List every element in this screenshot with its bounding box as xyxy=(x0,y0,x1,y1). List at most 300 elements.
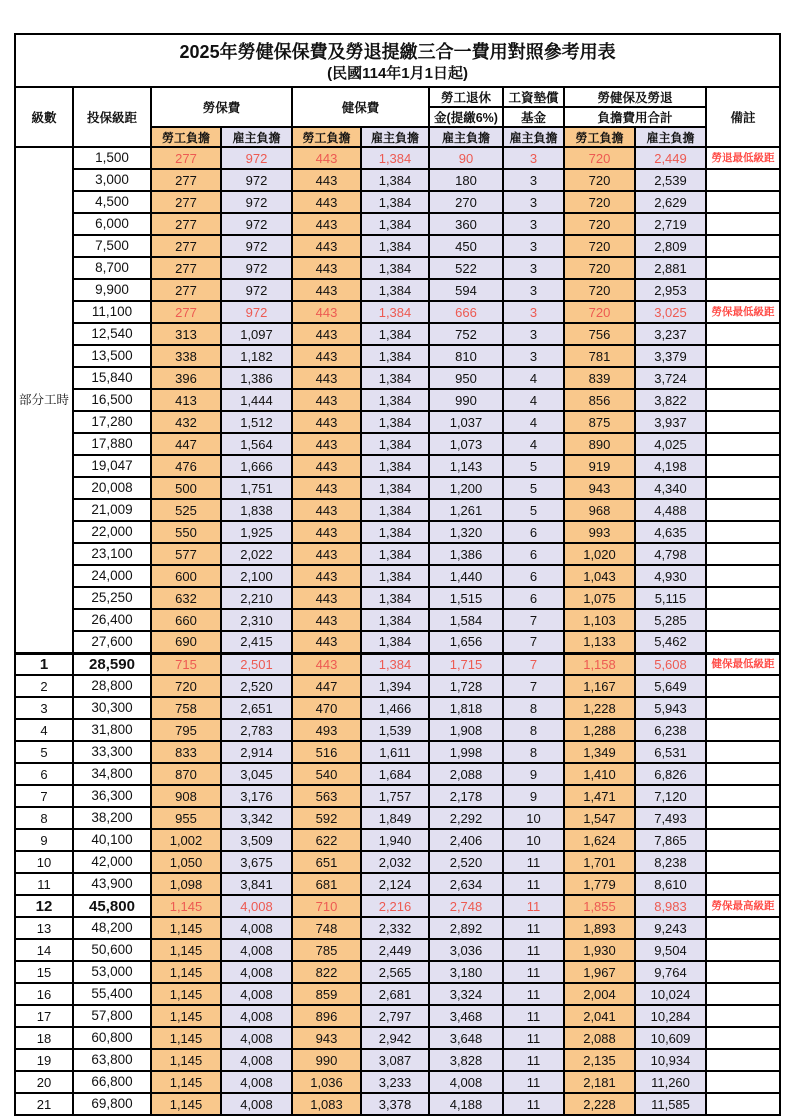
value-cell: 972 xyxy=(221,235,292,257)
value-cell: 1,849 xyxy=(361,807,429,829)
value-cell: 1,384 xyxy=(361,257,429,279)
level-cell: 21 xyxy=(15,1093,73,1115)
level-cell: 6 xyxy=(15,763,73,785)
value-cell: 681 xyxy=(292,873,361,895)
value-cell: 3,937 xyxy=(635,411,706,433)
col-header-labor-insurance: 勞保費 xyxy=(151,87,292,127)
value-cell: 443 xyxy=(292,631,361,653)
remark-cell xyxy=(706,1071,780,1093)
value-cell: 4,008 xyxy=(221,983,292,1005)
subheader-labor-employer: 雇主負擔 xyxy=(221,127,292,147)
value-cell: 443 xyxy=(292,169,361,191)
value-cell: 3 xyxy=(503,301,564,323)
value-cell: 1,384 xyxy=(361,191,429,213)
title-row xyxy=(15,34,780,87)
table-row xyxy=(15,1093,780,1115)
bracket-cell: 22,000 xyxy=(73,521,151,543)
col-header-wage-fund-line1: 工資墊償 xyxy=(503,87,564,107)
value-cell: 651 xyxy=(292,851,361,873)
value-cell: 4,008 xyxy=(221,961,292,983)
table-row xyxy=(15,147,780,169)
value-cell: 1,182 xyxy=(221,345,292,367)
bracket-cell: 53,000 xyxy=(73,961,151,983)
value-cell: 90 xyxy=(429,147,503,169)
value-cell: 8 xyxy=(503,741,564,763)
value-cell: 4,008 xyxy=(221,1005,292,1027)
value-cell: 3,509 xyxy=(221,829,292,851)
table-row xyxy=(15,741,780,763)
value-cell: 3 xyxy=(503,323,564,345)
value-cell: 4,008 xyxy=(221,939,292,961)
value-cell: 1,818 xyxy=(429,697,503,719)
value-cell: 6 xyxy=(503,543,564,565)
col-header-pension-line1: 勞工退休 xyxy=(429,87,503,107)
value-cell: 2,228 xyxy=(564,1093,635,1115)
value-cell: 443 xyxy=(292,543,361,565)
bracket-cell: 45,800 xyxy=(73,895,151,917)
insurance-rate-table xyxy=(14,33,781,1116)
value-cell: 4,198 xyxy=(635,455,706,477)
value-cell: 3,822 xyxy=(635,389,706,411)
level-cell: 11 xyxy=(15,873,73,895)
value-cell: 594 xyxy=(429,279,503,301)
table-row xyxy=(15,631,780,653)
value-cell: 4,008 xyxy=(221,895,292,917)
value-cell: 4,930 xyxy=(635,565,706,587)
bracket-cell: 60,800 xyxy=(73,1027,151,1049)
value-cell: 277 xyxy=(151,169,221,191)
remark-cell: 健保最低級距 xyxy=(706,653,780,675)
value-cell: 1,466 xyxy=(361,697,429,719)
value-cell: 972 xyxy=(221,257,292,279)
value-cell: 11 xyxy=(503,895,564,917)
bracket-cell: 48,200 xyxy=(73,917,151,939)
value-cell: 3 xyxy=(503,279,564,301)
value-cell: 4,008 xyxy=(429,1071,503,1093)
bracket-cell: 43,900 xyxy=(73,873,151,895)
value-cell: 2,539 xyxy=(635,169,706,191)
value-cell: 972 xyxy=(221,191,292,213)
value-cell: 443 xyxy=(292,455,361,477)
value-cell: 6,238 xyxy=(635,719,706,741)
value-cell: 758 xyxy=(151,697,221,719)
value-cell: 5,943 xyxy=(635,697,706,719)
value-cell: 3,176 xyxy=(221,785,292,807)
value-cell: 1,940 xyxy=(361,829,429,851)
value-cell: 1,145 xyxy=(151,1005,221,1027)
value-cell: 1,288 xyxy=(564,719,635,741)
title-block xyxy=(15,34,780,87)
value-cell: 338 xyxy=(151,345,221,367)
bracket-cell: 55,400 xyxy=(73,983,151,1005)
level-cell: 5 xyxy=(15,741,73,763)
value-cell: 3 xyxy=(503,345,564,367)
value-cell: 9 xyxy=(503,785,564,807)
value-cell: 1,036 xyxy=(292,1071,361,1093)
value-cell: 1,471 xyxy=(564,785,635,807)
value-cell: 2,719 xyxy=(635,213,706,235)
value-cell: 4,008 xyxy=(221,1071,292,1093)
value-cell: 11 xyxy=(503,1027,564,1049)
value-cell: 4,798 xyxy=(635,543,706,565)
value-cell: 1,386 xyxy=(221,367,292,389)
value-cell: 1,967 xyxy=(564,961,635,983)
value-cell: 447 xyxy=(292,675,361,697)
remark-cell xyxy=(706,961,780,983)
value-cell: 443 xyxy=(292,609,361,631)
value-cell: 3,036 xyxy=(429,939,503,961)
bracket-cell: 28,590 xyxy=(73,653,151,675)
value-cell: 972 xyxy=(221,213,292,235)
remark-cell xyxy=(706,763,780,785)
value-cell: 277 xyxy=(151,257,221,279)
value-cell: 10,609 xyxy=(635,1027,706,1049)
value-cell: 9 xyxy=(503,763,564,785)
value-cell: 1,893 xyxy=(564,917,635,939)
value-cell: 1,444 xyxy=(221,389,292,411)
value-cell: 752 xyxy=(429,323,503,345)
value-cell: 972 xyxy=(221,169,292,191)
table-row xyxy=(15,939,780,961)
bracket-cell: 28,800 xyxy=(73,675,151,697)
bracket-cell: 57,800 xyxy=(73,1005,151,1027)
remark-cell xyxy=(706,455,780,477)
value-cell: 1,145 xyxy=(151,961,221,983)
value-cell: 10 xyxy=(503,829,564,851)
remark-cell xyxy=(706,213,780,235)
remark-cell xyxy=(706,697,780,719)
bracket-cell: 1,500 xyxy=(73,147,151,169)
value-cell: 710 xyxy=(292,895,361,917)
value-cell: 950 xyxy=(429,367,503,389)
remark-cell xyxy=(706,873,780,895)
value-cell: 1,715 xyxy=(429,653,503,675)
value-cell: 1,145 xyxy=(151,939,221,961)
table-row xyxy=(15,829,780,851)
value-cell: 4,188 xyxy=(429,1093,503,1115)
value-cell: 5 xyxy=(503,455,564,477)
bracket-cell: 4,500 xyxy=(73,191,151,213)
value-cell: 1,410 xyxy=(564,763,635,785)
value-cell: 1,145 xyxy=(151,1027,221,1049)
value-cell: 1,073 xyxy=(429,433,503,455)
value-cell: 1,384 xyxy=(361,499,429,521)
remark-cell xyxy=(706,587,780,609)
bracket-cell: 69,800 xyxy=(73,1093,151,1115)
value-cell: 3,045 xyxy=(221,763,292,785)
remark-cell xyxy=(706,389,780,411)
value-cell: 1,855 xyxy=(564,895,635,917)
value-cell: 2,892 xyxy=(429,917,503,939)
value-cell: 1,158 xyxy=(564,653,635,675)
value-cell: 3,237 xyxy=(635,323,706,345)
value-cell: 1,515 xyxy=(429,587,503,609)
value-cell: 1,384 xyxy=(361,631,429,653)
value-cell: 720 xyxy=(564,147,635,169)
bracket-cell: 27,600 xyxy=(73,631,151,653)
remark-cell xyxy=(706,917,780,939)
value-cell: 3,025 xyxy=(635,301,706,323)
table-row xyxy=(15,389,780,411)
level-cell: 7 xyxy=(15,785,73,807)
col-header-health-insurance: 健保費 xyxy=(292,87,429,127)
value-cell: 2,216 xyxy=(361,895,429,917)
value-cell: 432 xyxy=(151,411,221,433)
value-cell: 1,386 xyxy=(429,543,503,565)
value-cell: 968 xyxy=(564,499,635,521)
value-cell: 592 xyxy=(292,807,361,829)
value-cell: 2,520 xyxy=(221,675,292,697)
value-cell: 3,342 xyxy=(221,807,292,829)
level-cell: 10 xyxy=(15,851,73,873)
value-cell: 7 xyxy=(503,653,564,675)
value-cell: 1,751 xyxy=(221,477,292,499)
value-cell: 4,008 xyxy=(221,917,292,939)
value-cell: 2,748 xyxy=(429,895,503,917)
table-row xyxy=(15,763,780,785)
value-cell: 1,394 xyxy=(361,675,429,697)
value-cell: 6 xyxy=(503,521,564,543)
value-cell: 1,547 xyxy=(564,807,635,829)
value-cell: 516 xyxy=(292,741,361,763)
table-row xyxy=(15,983,780,1005)
remark-cell xyxy=(706,565,780,587)
value-cell: 1,145 xyxy=(151,983,221,1005)
value-cell: 756 xyxy=(564,323,635,345)
value-cell: 11 xyxy=(503,961,564,983)
value-cell: 1,908 xyxy=(429,719,503,741)
value-cell: 11,585 xyxy=(635,1093,706,1115)
page-title: 2025年勞健保保費及勞退提繳三合一費用對照參考用表 xyxy=(179,41,616,62)
table-row xyxy=(15,653,780,675)
value-cell: 622 xyxy=(292,829,361,851)
value-cell: 3,648 xyxy=(429,1027,503,1049)
level-cell: 18 xyxy=(15,1027,73,1049)
value-cell: 1,103 xyxy=(564,609,635,631)
table-row xyxy=(15,543,780,565)
value-cell: 277 xyxy=(151,235,221,257)
value-cell: 1,564 xyxy=(221,433,292,455)
level-cell: 15 xyxy=(15,961,73,983)
value-cell: 443 xyxy=(292,235,361,257)
value-cell: 2,809 xyxy=(635,235,706,257)
level-cell: 9 xyxy=(15,829,73,851)
value-cell: 7 xyxy=(503,675,564,697)
value-cell: 5,649 xyxy=(635,675,706,697)
value-cell: 810 xyxy=(429,345,503,367)
value-cell: 443 xyxy=(292,521,361,543)
value-cell: 2,565 xyxy=(361,961,429,983)
table-row xyxy=(15,279,780,301)
col-header-pension-line2: 金(提繳6%) xyxy=(429,107,503,127)
table-row xyxy=(15,1027,780,1049)
remark-cell xyxy=(706,829,780,851)
value-cell: 2,783 xyxy=(221,719,292,741)
value-cell: 1,384 xyxy=(361,323,429,345)
value-cell: 11 xyxy=(503,1049,564,1071)
value-cell: 833 xyxy=(151,741,221,763)
value-cell: 3,324 xyxy=(429,983,503,1005)
table-row xyxy=(15,213,780,235)
level-cell: 1 xyxy=(15,653,73,675)
remark-cell xyxy=(706,807,780,829)
value-cell: 1,020 xyxy=(564,543,635,565)
value-cell: 3,468 xyxy=(429,1005,503,1027)
value-cell: 1,145 xyxy=(151,1093,221,1115)
value-cell: 1,145 xyxy=(151,1071,221,1093)
value-cell: 443 xyxy=(292,367,361,389)
value-cell: 720 xyxy=(564,213,635,235)
col-header-level: 級數 xyxy=(15,87,73,147)
bracket-cell: 3,000 xyxy=(73,169,151,191)
bracket-cell: 9,900 xyxy=(73,279,151,301)
bracket-cell: 16,500 xyxy=(73,389,151,411)
value-cell: 3,180 xyxy=(429,961,503,983)
value-cell: 6 xyxy=(503,587,564,609)
value-cell: 277 xyxy=(151,191,221,213)
value-cell: 3 xyxy=(503,213,564,235)
value-cell: 470 xyxy=(292,697,361,719)
value-cell: 443 xyxy=(292,389,361,411)
value-cell: 1,200 xyxy=(429,477,503,499)
value-cell: 1,043 xyxy=(564,565,635,587)
value-cell: 919 xyxy=(564,455,635,477)
table-row xyxy=(15,169,780,191)
value-cell: 859 xyxy=(292,983,361,1005)
value-cell: 2,629 xyxy=(635,191,706,213)
value-cell: 1,384 xyxy=(361,213,429,235)
value-cell: 1,145 xyxy=(151,895,221,917)
value-cell: 396 xyxy=(151,367,221,389)
value-cell: 3,379 xyxy=(635,345,706,367)
bracket-cell: 40,100 xyxy=(73,829,151,851)
value-cell: 443 xyxy=(292,433,361,455)
table-row xyxy=(15,675,780,697)
value-cell: 2,651 xyxy=(221,697,292,719)
level-cell: 12 xyxy=(15,895,73,917)
value-cell: 10 xyxy=(503,807,564,829)
value-cell: 660 xyxy=(151,609,221,631)
table-row xyxy=(15,323,780,345)
value-cell: 443 xyxy=(292,653,361,675)
level-cell: 20 xyxy=(15,1071,73,1093)
remark-cell: 勞保最高級距 xyxy=(706,895,780,917)
remark-cell xyxy=(706,543,780,565)
value-cell: 5,285 xyxy=(635,609,706,631)
value-cell: 11 xyxy=(503,1071,564,1093)
remark-cell xyxy=(706,675,780,697)
table-row xyxy=(15,301,780,323)
insurance-table-body xyxy=(15,147,780,1115)
value-cell: 577 xyxy=(151,543,221,565)
value-cell: 2,022 xyxy=(221,543,292,565)
value-cell: 1,779 xyxy=(564,873,635,895)
subheader-health-employee: 勞工負擔 xyxy=(292,127,361,147)
remark-cell xyxy=(706,169,780,191)
value-cell: 1,384 xyxy=(361,587,429,609)
value-cell: 9,243 xyxy=(635,917,706,939)
remark-cell xyxy=(706,235,780,257)
value-cell: 443 xyxy=(292,411,361,433)
value-cell: 2,088 xyxy=(429,763,503,785)
remark-cell xyxy=(706,191,780,213)
value-cell: 1,050 xyxy=(151,851,221,873)
value-cell: 1,757 xyxy=(361,785,429,807)
remark-cell xyxy=(706,1027,780,1049)
value-cell: 11 xyxy=(503,939,564,961)
bracket-cell: 12,540 xyxy=(73,323,151,345)
value-cell: 277 xyxy=(151,147,221,169)
value-cell: 443 xyxy=(292,323,361,345)
value-cell: 4 xyxy=(503,411,564,433)
value-cell: 2,797 xyxy=(361,1005,429,1027)
value-cell: 2,032 xyxy=(361,851,429,873)
value-cell: 1,539 xyxy=(361,719,429,741)
bracket-cell: 11,100 xyxy=(73,301,151,323)
value-cell: 4,488 xyxy=(635,499,706,521)
table-row xyxy=(15,565,780,587)
value-cell: 2,449 xyxy=(361,939,429,961)
value-cell: 277 xyxy=(151,301,221,323)
value-cell: 2,124 xyxy=(361,873,429,895)
value-cell: 1,145 xyxy=(151,1049,221,1071)
value-cell: 1,624 xyxy=(564,829,635,851)
bracket-cell: 23,100 xyxy=(73,543,151,565)
subheader-wage-fund-employer: 雇主負擔 xyxy=(503,127,564,147)
value-cell: 785 xyxy=(292,939,361,961)
value-cell: 1,002 xyxy=(151,829,221,851)
value-cell: 10,024 xyxy=(635,983,706,1005)
value-cell: 890 xyxy=(564,433,635,455)
value-cell: 413 xyxy=(151,389,221,411)
value-cell: 1,701 xyxy=(564,851,635,873)
bracket-cell: 36,300 xyxy=(73,785,151,807)
value-cell: 443 xyxy=(292,191,361,213)
bracket-cell: 17,280 xyxy=(73,411,151,433)
value-cell: 955 xyxy=(151,807,221,829)
value-cell: 270 xyxy=(429,191,503,213)
value-cell: 2,406 xyxy=(429,829,503,851)
value-cell: 8,610 xyxy=(635,873,706,895)
value-cell: 715 xyxy=(151,653,221,675)
bracket-cell: 13,500 xyxy=(73,345,151,367)
bracket-cell: 6,000 xyxy=(73,213,151,235)
value-cell: 2,181 xyxy=(564,1071,635,1093)
header-row-1 xyxy=(15,87,780,107)
table-row xyxy=(15,851,780,873)
value-cell: 1,998 xyxy=(429,741,503,763)
value-cell: 1,384 xyxy=(361,345,429,367)
value-cell: 1,384 xyxy=(361,411,429,433)
value-cell: 748 xyxy=(292,917,361,939)
value-cell: 563 xyxy=(292,785,361,807)
level-cell: 8 xyxy=(15,807,73,829)
value-cell: 1,384 xyxy=(361,455,429,477)
part-time-section-label: 部分工時 xyxy=(15,147,73,653)
bracket-cell: 38,200 xyxy=(73,807,151,829)
value-cell: 1,384 xyxy=(361,521,429,543)
remark-cell xyxy=(706,521,780,543)
value-cell: 1,611 xyxy=(361,741,429,763)
value-cell: 3 xyxy=(503,191,564,213)
subheader-total-employer: 雇主負擔 xyxy=(635,127,706,147)
value-cell: 277 xyxy=(151,213,221,235)
value-cell: 443 xyxy=(292,147,361,169)
value-cell: 720 xyxy=(564,279,635,301)
remark-cell xyxy=(706,983,780,1005)
value-cell: 972 xyxy=(221,147,292,169)
value-cell: 443 xyxy=(292,477,361,499)
